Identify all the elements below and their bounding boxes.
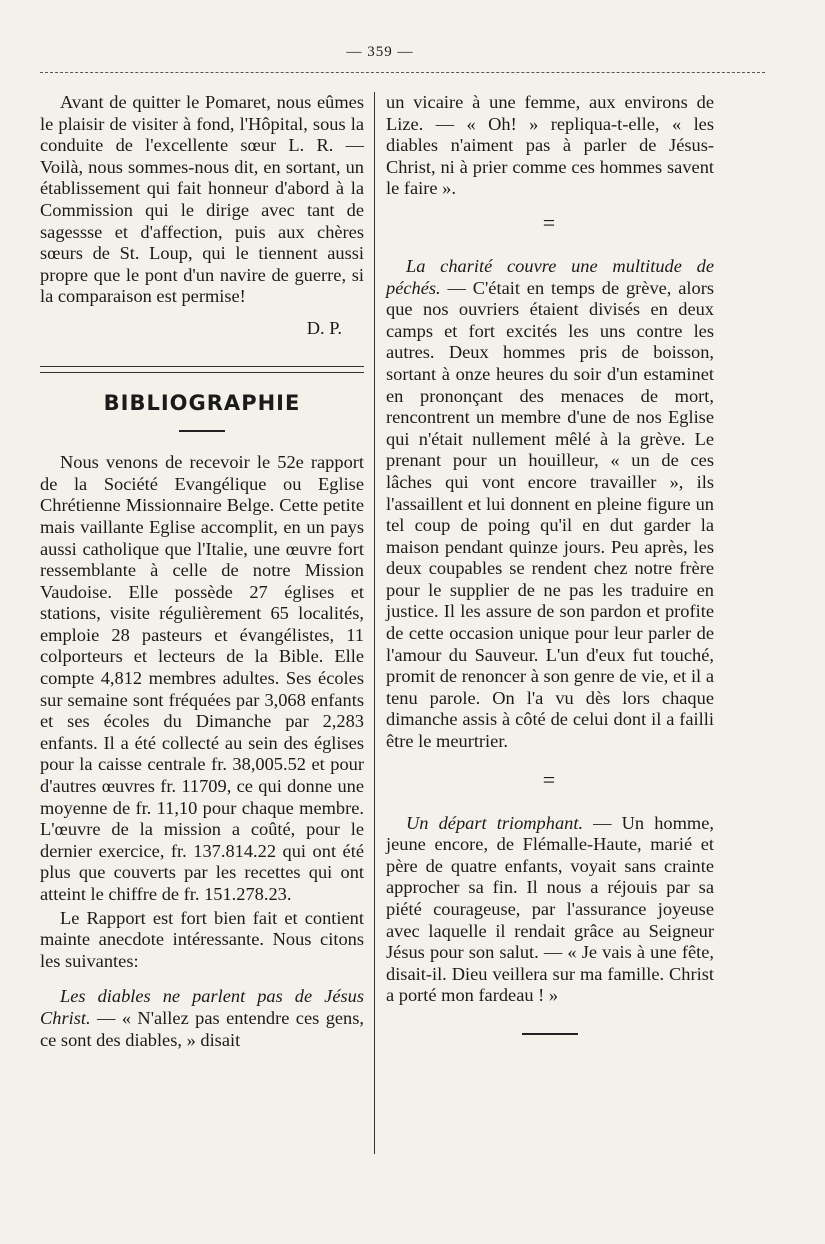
signature: D. P. (306, 317, 342, 338)
anecdote-text-charite: — C'était en temps de grève, alors que nos ouvriers étaient divisés en deux camps et fort excités les uns contre les autres. Deux hommes pris de boisson, sortant à onze heures du soir d'un estaminet en prononçant des menaces de mort, rencontrent un membre d'une de nos Eglise qui n'était nullement mêlé à la grève. Le prenant pour un houilleur, « un de ces lâches qui vont encore travailler », ils l'assaillent et lui donnent en pleine figure un tel coup de poing qu'il en dut garder la maison pendant quinze jours. Peu après, les deux coupables se rendent chez notre frère pour le supplier de ne pas les traduire en justice. Il les assure de son pardon et profite de cette occasion unique pour leur parler de l'amour du Sauveur. L'un d'eux fut touché, promit de renoncer à son genre de vie, et il a tenu parole. On l'a vu dès lors chaque dimanche assis à côté de celui dont il a failli être le meurtrier. (386, 277, 714, 752)
double-rule-divider (40, 366, 364, 373)
paragraph-depart (386, 813, 714, 1007)
anecdote-text-diables: — « N'allez pas entendre ces gens, ce sont des diables, » disait (40, 1007, 364, 1050)
separator-1: = (542, 209, 558, 235)
end-separator (522, 1033, 578, 1035)
anecdote-text-depart: — Un homme, jeune encore, de Flémalle-Haute, marié et père de quatre enfants, voyait sans crainte approcher sa fin. Il nous a réjouis par sa piété courageuse, par l'assurance joyeuse avec laquelle il rendait grâce au Seigneur Jésus pour son salut. — « Je vais à une fête, disait-il. Dieu veillera sur ma famille. Christ a porté mon fardeau ! » (386, 812, 714, 1006)
paragraph-anecdotes-intro: Le Rapport est fort bien fait et contient mainte anecdote intéressante. Nous citons les suivantes: (40, 907, 364, 971)
heading-separator (179, 430, 225, 432)
right-column (386, 92, 714, 1035)
paragraph-diables (40, 986, 364, 1051)
anecdote-title-depart: Un départ triomphant. (406, 812, 584, 833)
section-heading: BIBLIOGRAPHIE (103, 390, 301, 415)
paragraph-diables-continued: un vicaire à une femme, aux environs de Lize. — « Oh! » repliqua-t-elle, « les diables n'aiment pas à parler de Jésus-Christ, ni à prier comme ces hommes savent le faire ». (386, 92, 714, 199)
paragraph-rapport: Nous venons de recevoir le 52e rapport de la Société Evangélique ou Eglise Chrétienne Missionnaire Belge. Cette petite mais vaillante Eglise accomplit, en un pays aussi catholique que l'Italie, une œuvre fort ressemblante à celle de notre Mission Vaudoise. Elle possède 27 églises et stations, visite régulièrement 65 localités, emploie 28 pasteurs et évangélistes, 11 colporteurs et lecteurs de la Bible. Elle compte 4,812 membres adultes. Ses écoles sur semaine sont fréquées par 3,068 enfants et ses écoles du Dimanche par 2,283 enfants. Il a été collecté au sein des églises pour la caisse centrale fr. 38,005.52 et pour d'autres œuvres fr. 11709, ce qui donne une moyenne de fr. 11,10 pour chaque membre. L'œuvre de la mission a coûté, pour le dernier exercice, fr. 137.814.22 qui ont été plus que couverts par les recettes qui ont atteint le chiffre de fr. 151.278.23. (40, 452, 364, 904)
header-rule (40, 72, 765, 73)
separator-2: = (542, 766, 558, 792)
anecdote-title-charite: La charité couvre une multitude de péchés. (386, 255, 714, 298)
page-number: — 359 — (346, 44, 414, 60)
left-column (40, 92, 364, 1051)
paragraph-pomaret: Avant de quitter le Pomaret, nous eûmes le plaisir de visiter à fond, l'Hôpital, sous la conduite de l'excellente sœur L. R. — Voilà, nous sommes-nous dit, en sortant, un établissement qui fait honneur d'abord à la Commission qui le dirige avec tant de sagessse et d'affection, puis aux chères sœurs de St. Loup, qui le tiennent aussi propre que le pont d'un navire de guerre, si la comparaison est permise! (40, 92, 364, 307)
anecdote-title-diables: Les diables ne parlent pas de Jésus Christ. (40, 986, 364, 1028)
paragraph-charite (386, 256, 714, 753)
column-divider (374, 92, 375, 1154)
